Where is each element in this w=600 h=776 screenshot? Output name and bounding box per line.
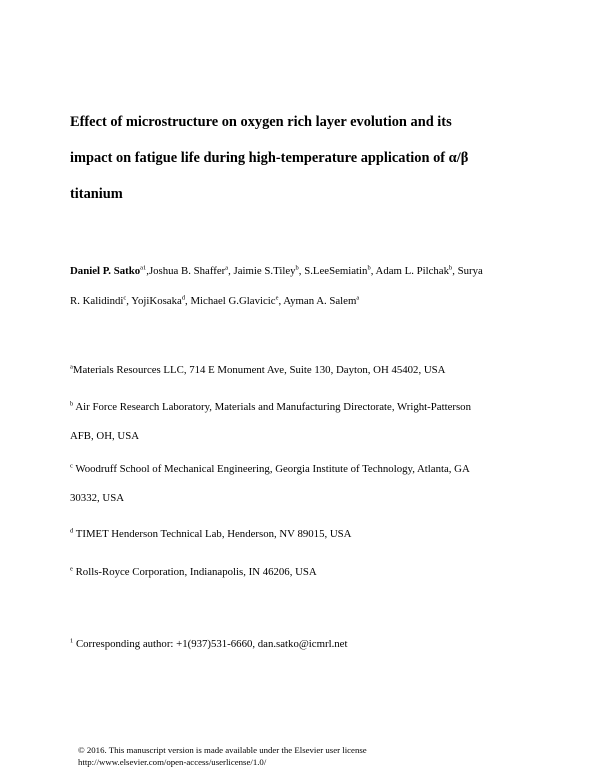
first-author-sup: a1 [140, 264, 147, 272]
author-name: Jaimie S.Tiley [233, 265, 296, 277]
author-name: S.LeeSemiatin [304, 265, 368, 277]
corresponding-author-note [70, 630, 540, 659]
affiliation-text: Rolls-Royce Corporation, Indianapolis, IN 46206, USA [75, 566, 317, 578]
affiliation-text: AFB, OH, USA [70, 430, 139, 442]
author-name: YojiKosaka [131, 295, 182, 307]
affiliation-text: 30332, USA [70, 492, 124, 504]
author-sup: b [367, 264, 371, 272]
title-line-2: impact on fatigue life during high-temperature application of α/β [70, 150, 469, 166]
author-sup: a [356, 294, 360, 302]
license-url[interactable]: http://www.elsevier.com/open-access/userlicense/1.0/ [78, 757, 267, 767]
paper-title [70, 104, 540, 212]
title-line-1: Effect of microstructure on oxygen rich layer evolution and its [70, 114, 452, 130]
affiliation-text: Woodruff School of Mechanical Engineering, Georgia Institute of Technology, Atlanta, GA [75, 463, 470, 475]
author-name: Joshua B. Shaffer [148, 265, 226, 277]
affiliation-e [70, 558, 540, 587]
affiliation-text: Air Force Research Laboratory, Materials and Manufacturing Directorate, Wright-Patterson [75, 401, 471, 413]
author-line-1: Daniel P. Satko$^{a1}$,Joshua B. Shaffer$^a$, Jaimie S.Tiley$^b$, S.LeeSemiatin$^b$, Adam L. Pilchak$^b$, Surya [70, 264, 483, 277]
affiliation-text: Materials Resources LLC, 714 E Monument Ave, Suite 130, Dayton, OH 45402, USA [72, 364, 446, 376]
affiliation-sup: a [70, 363, 73, 371]
affiliation-b [70, 393, 540, 451]
author-name: Adam L. Pilchak [375, 265, 449, 277]
author-name: Surya [457, 265, 483, 277]
title-line-3: titanium [70, 186, 123, 202]
license-text: © 2016. This manuscript version is made available under the Elsevier user license [78, 745, 367, 755]
affiliation-sup: d [70, 527, 74, 535]
license-footer [78, 744, 367, 768]
affiliation-a [70, 356, 540, 385]
affiliation-sup: b [70, 400, 74, 408]
affiliation-text: TIMET Henderson Technical Lab, Henderson, NV 89015, USA [75, 528, 352, 540]
first-author-name: Daniel P. Satko [70, 265, 141, 277]
author-sup: b [449, 264, 453, 272]
author-sup: c [123, 294, 127, 302]
affiliation-sup: c [70, 462, 73, 470]
author-name: R. Kalidindi [70, 295, 124, 307]
affiliation-sup: e [70, 565, 73, 573]
author-sup: d [181, 294, 186, 302]
author-name: Michael G.Glavicic [190, 295, 276, 307]
author-sup: b [295, 264, 299, 272]
author-name: Ayman A. Salem [283, 295, 357, 307]
author-line-2: R. Kalidindi$^c$, YojiKosaka$^d$, Michael G.Glavicic$^e$, Ayman A. Salem$^a$ [70, 294, 360, 307]
footnote-sup: 1 [70, 637, 74, 645]
corresponding-author-text: Corresponding author: +1(937)531-6660, dan.satko@icmrl.net [75, 638, 348, 650]
author-sup: a [225, 264, 229, 272]
author-list [70, 256, 540, 316]
affiliation-c [70, 455, 540, 513]
affiliation-d [70, 520, 540, 549]
author-sup: e [275, 294, 279, 302]
